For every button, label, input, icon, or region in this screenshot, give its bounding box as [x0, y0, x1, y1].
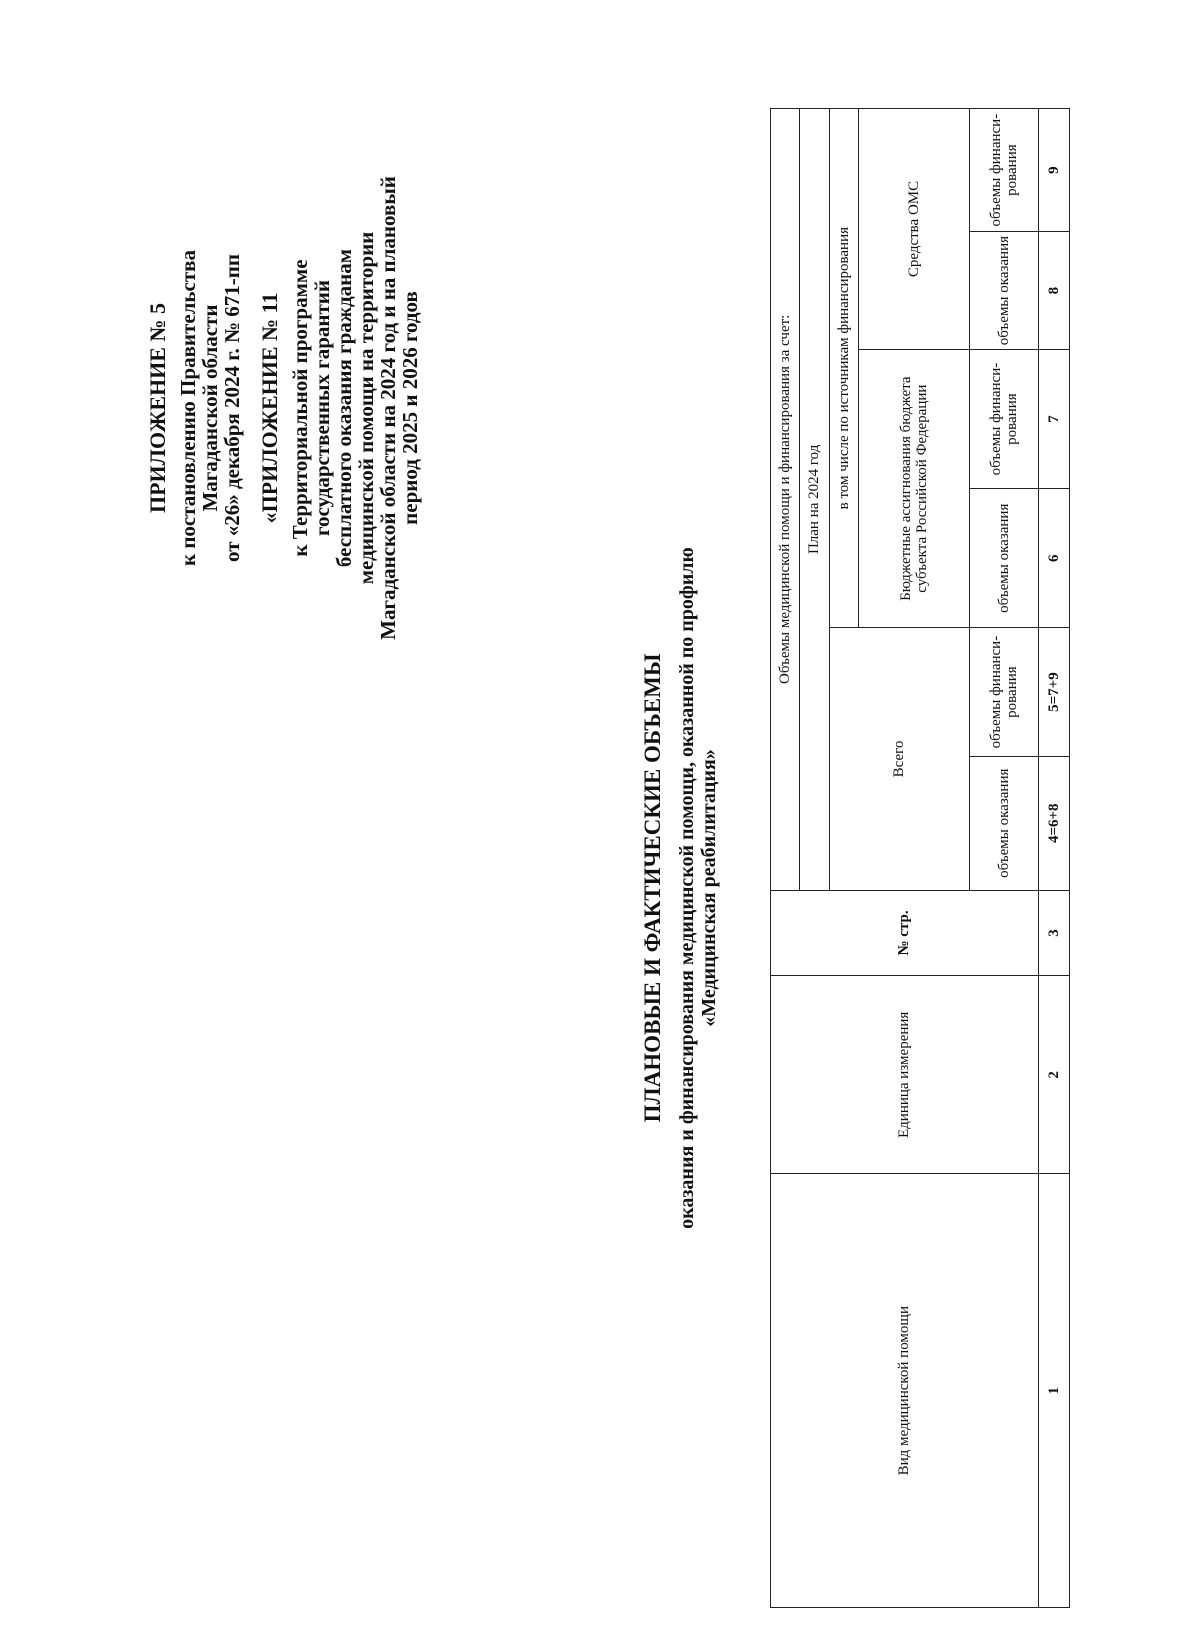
- column-number: 7: [1038, 349, 1069, 488]
- column-number: 6: [1038, 489, 1069, 628]
- header-total: Всего: [829, 628, 969, 890]
- header-unit: Единица измерения: [771, 976, 1039, 1174]
- appendix-line: Магаданской области: [198, 304, 222, 512]
- header-budget: Бюджетные ассигнования бюджета субъекта Российской Федерации: [858, 349, 969, 627]
- header-volumes-group: Объемы медицинской помощи и финансирования за счет:: [771, 109, 800, 891]
- column-number: 8: [1038, 232, 1069, 350]
- header-type: Вид медицинской помощи: [771, 1174, 1039, 1608]
- column-number: 5=7+9: [1038, 628, 1069, 756]
- header-budget-provision: объемы оказания: [969, 489, 1038, 628]
- inner-appendix-title: «ПРИЛОЖЕНИЕ № 11: [257, 292, 282, 524]
- inner-appendix-line: медицинской помощи на территории: [354, 231, 378, 585]
- column-number: 9: [1038, 109, 1069, 232]
- document-subtitle: оказания и финансирования медицинской помощи, оказанной по профилю: [676, 547, 698, 1229]
- header-total-provision: объемы оказания: [969, 756, 1038, 890]
- appendix-block: [145, 98, 421, 718]
- header-sources: в том числе по источникам финансирования: [829, 109, 858, 628]
- header-total-financing: объемы финанси-рования: [969, 628, 1038, 756]
- column-number: 4=6+8: [1038, 756, 1069, 890]
- appendix-line: от «26» декабря 2024 г. № 671-пп: [220, 253, 244, 563]
- document-subtitle-profile: «Медицинская реабилитация»: [698, 749, 720, 1027]
- header-budget-financing: объемы финанси-рования: [969, 349, 1038, 488]
- document-title: ПЛАНОВЫЕ И ФАКТИЧЕСКИЕ ОБЪЕМЫ: [640, 653, 665, 1123]
- header-plan-2024: План на 2024 год: [800, 109, 829, 891]
- header-oms-financing: объемы финанси-рования: [969, 109, 1038, 232]
- inner-appendix-line: период 2025 и 2026 годов: [398, 291, 422, 525]
- volumes-table: [770, 108, 1070, 1608]
- document-heading: [640, 188, 720, 1588]
- inner-appendix-line: государственных гарантий: [310, 280, 334, 537]
- inner-appendix-line: Магаданской области на 2024 год и на плановый: [376, 176, 400, 640]
- column-number: 2: [1038, 976, 1069, 1174]
- inner-appendix-line: бесплатного оказания гражданам: [332, 248, 356, 568]
- appendix-line: к постановлению Правительства: [176, 249, 200, 567]
- inner-appendix-line: к Территориальной программе: [288, 259, 312, 557]
- header-oms-provision: объемы оказания: [969, 232, 1038, 350]
- header-oms: Средства ОМС: [858, 109, 969, 350]
- column-number: 3: [1038, 890, 1069, 976]
- appendix-title: ПРИЛОЖЕНИЕ № 5: [145, 302, 170, 514]
- header-row-number: № стр.: [771, 890, 1039, 976]
- column-number: 1: [1038, 1174, 1069, 1608]
